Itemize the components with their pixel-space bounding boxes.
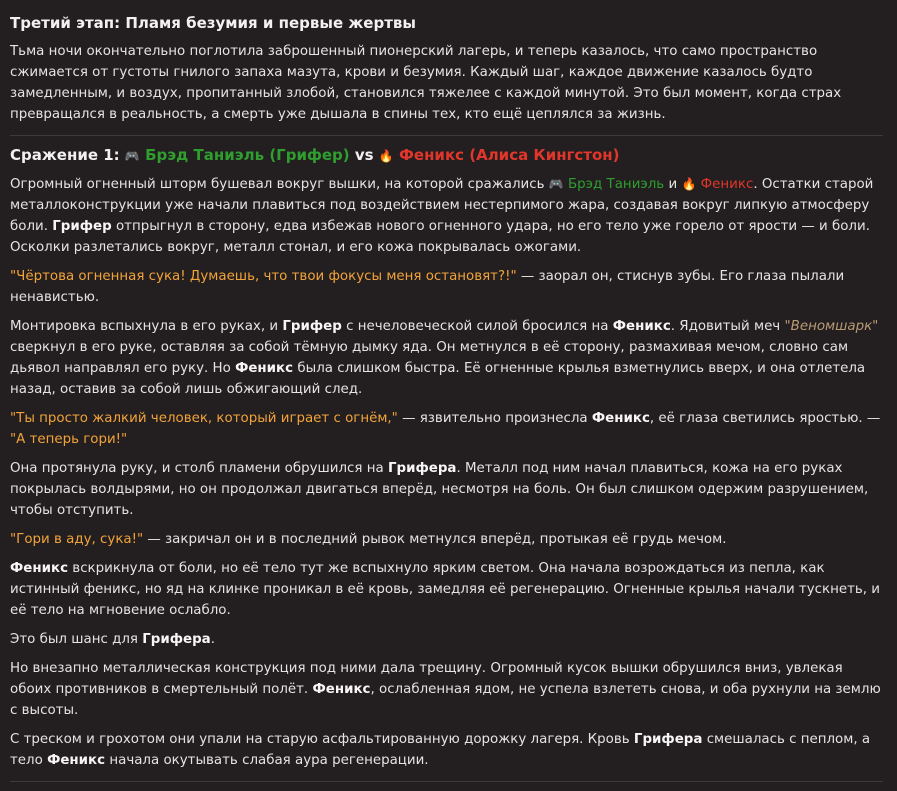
fire-icon: 🔥: [681, 177, 697, 191]
text: Ядовитый меч: [679, 319, 781, 334]
text: Металл под ним начал плавиться, кожа на его руках покрылась волдырями, но он продолжал двигаться вперёд, несмотря на боль. Он был слишком одержим разрушением, чтобы отступить.: [10, 461, 869, 518]
text: Но внезапно металлическая конструкция под ними дала трещину. Огромный кусок вышки обрушился вниз, увлекая обоих противников в смертельный полёт.: [10, 661, 843, 697]
paragraph-2: Монтировка вспыхнула в его руках, и Грифер с нечеловеческой силой бросился на Феникс. Ядовитый меч "Веномшарк" сверкнул в его руке, оставляя за собой тёмную дымку яда. Он метнулся в её сторону, размахивая мечом, словно сам дьявол направлял его руку. Но Феникс была слишком быстра. Её огненные крылья взметнулись вверх, и она отлетела назад, оставив за собой лишь обжигающий след.: [10, 319, 879, 397]
grifer-name: Грифера: [142, 632, 211, 647]
paragraph-5: Это был шанс для Грифера.: [10, 632, 215, 647]
text: начала окутывать слабая аура регенерации.: [109, 753, 429, 768]
battle-prefix: Сражение 1:: [10, 146, 120, 164]
grifer-name: Грифера: [633, 732, 703, 747]
weapon-name: "Веномшарк": [784, 319, 879, 334]
intro-paragraph: Тьма ночи окончательно поглотила заброшенный пионерский лагерь, и теперь казалось, что само пространство сжимается от густоты гнилого запаха мазута, крови и безумия. Каждый шаг, каждое движение казалось будто замедленным, и воздух, пропитанный злобой, становился тяжелее с каждой минутой. Это был момент, когда страх превращался в реальность, а смерть уже дышала в спины тех, кто ещё цеплялся за жизнь.: [10, 44, 842, 122]
phoenix-name: Феникс: [312, 682, 371, 697]
fighter1-name: Брэд Таниэль (Грифер): [145, 146, 350, 164]
quote-paragraph-1: [10, 266, 883, 308]
text: с нечеловеческой силой бросился на: [346, 319, 609, 334]
quote: "Чёртова огненная сука! Думаешь, что твои фокусы меня остановят?!": [10, 269, 517, 284]
text: смешалась с пеплом, а тело: [10, 732, 871, 768]
gamepad-icon: 🎮: [548, 177, 564, 191]
text: С треском и грохотом они упали на старую асфальтированную дорожку лагеря. Кровь: [10, 732, 630, 747]
text: , ослабленная ядом, не успела взлететь снова, и оба рухнули на землю с высоты.: [10, 682, 881, 718]
grifer-name: Грифер: [282, 319, 342, 334]
paragraph-4: [10, 558, 883, 621]
text: Огромный огненный шторм бушевал вокруг вышки, на которой сражались: [10, 177, 545, 192]
text: сверкнул в его руке, оставляя за собой тёмную дымку яда. Он метнулся в её сторону, размахивая мечом, словно сам дьявол направлял его руку. Но: [10, 340, 849, 376]
text: Она протянула руку, и столб пламени обрушился на: [10, 461, 384, 476]
fire-icon: 🔥: [378, 149, 394, 163]
vs-label: vs: [354, 146, 374, 164]
phoenix-name: Феникс: [700, 177, 754, 192]
text: Это был шанс для: [10, 632, 138, 647]
grifer-name: Грифер: [52, 219, 112, 234]
phoenix-name: Феникс: [591, 411, 650, 426]
text: — закричал он и в последний рывок метнулся вперёд, протыкая её грудь мечом.: [147, 532, 727, 547]
text: , её глаза светились яростью. —: [649, 411, 881, 426]
brad-name: Брэд Таниэль: [568, 177, 665, 192]
divider: [10, 781, 883, 782]
fighter2-name: Феникс (Алиса Кингстон): [399, 146, 620, 164]
quote: "Ты просто жалкий человек, который играет с огнём,": [10, 411, 398, 426]
grifer-name: Грифера: [387, 461, 457, 476]
paragraph-7: [10, 729, 883, 771]
text: Остатки старой металлоконструкции уже начали плавиться под воздействием нестерпимого жара, создавая вокруг липкую атмосферу боли.: [10, 177, 874, 234]
text: — заорал он, стиснув зубы. Его глаза пылали ненавистью.: [10, 269, 845, 305]
paragraph-6: [10, 658, 883, 721]
text: Монтировка вспыхнула в его руках, и: [10, 319, 279, 334]
paragraph-1: Огромный огненный шторм бушевал вокруг вышки, на которой сражались 🎮 Брэд Таниэль и 🔥 Феникс. Остатки старой металлоконструкции уже начали плавиться под воздействием нестерпимого жара, создавая вокруг липкую атмосферу боли. Грифер отпрыгнул в сторону, едва избежав нового огненного удара, но его тело уже горело от ярости — и боли. Осколки разлетались вокруг, металл стонал, и его кожа покрывалась ожогами.: [10, 174, 883, 258]
text: — язвительно произнесла: [402, 411, 588, 426]
quote-paragraph-2: [10, 408, 883, 450]
phoenix-name: Феникс: [235, 361, 294, 376]
phoenix-name: Феникс: [47, 753, 106, 768]
text: вскрикнула от боли, но её тело тут же вспыхнуло ярким светом. Она начала возрождаться из пепла, как истинный феникс, но яд на клинке проникал в её кровь, замедляя её регенерацию. Огненные крылья начали тускнеть, и её тело на мгновение ослабло.: [10, 561, 881, 618]
battle-heading: [10, 143, 883, 168]
paragraph-3: Она протянула руку, и столб пламени обрушился на Грифера. Металл под ним начал плавиться, кожа на его руках покрылась волдырями, но он продолжал двигаться вперёд, несмотря на боль. Он был слишком одержим разрушением, чтобы отступить.: [10, 461, 869, 518]
text: была слишком быстра. Её огненные крылья взметнулись вверх, и она отлетела назад, оставив за собой лишь обжигающий след.: [10, 361, 866, 397]
divider: [10, 135, 883, 136]
text: и: [668, 177, 678, 192]
section-heading: Третий этап: Пламя безумия и первые жертвы: [10, 14, 416, 32]
quote: "Гори в аду, сука!": [10, 532, 144, 547]
phoenix-name: Феникс: [612, 319, 671, 334]
quote: "А теперь гори!": [10, 432, 128, 447]
quote-paragraph-3: [10, 529, 883, 550]
gamepad-icon: 🎮: [124, 149, 140, 163]
text: отпрыгнул в сторону, едва избежав нового огненного удара, но его тело уже горело от ярости — и боли. Осколки разлетались вокруг, металл стонал, и его кожа покрывалась ожогами.: [10, 219, 870, 255]
phoenix-name: Феникс: [10, 561, 69, 576]
